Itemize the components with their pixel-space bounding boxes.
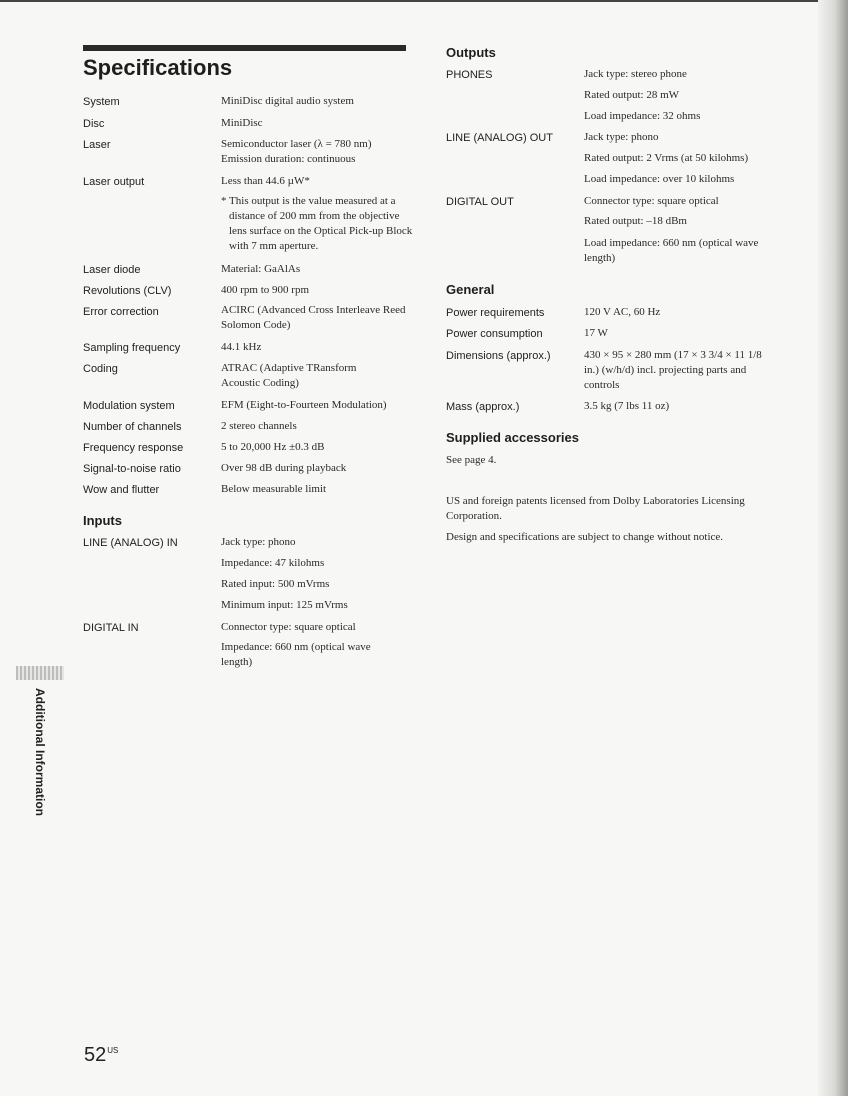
output-value-phones-load: Load impedance: 32 ohms <box>584 110 701 122</box>
spec-value-signal-to-noise: Over 98 dB during playback <box>221 462 347 474</box>
output-value-phones-rated: Rated output: 28 mW <box>584 89 680 101</box>
input-value-rated-input: Rated input: 500 mVrms <box>221 578 330 590</box>
general-label-power-consumption: Power consumption <box>446 328 543 340</box>
page-number-suffix: US <box>107 1046 119 1055</box>
output-label-phones: PHONES <box>446 69 493 81</box>
spec-value-system: MiniDisc digital audio system <box>221 95 354 107</box>
page-binding-edge <box>818 0 848 1096</box>
spec-value-modulation-system: EFM (Eight-to-Fourteen Modulation) <box>221 399 387 411</box>
spec-label-error-correction: Error correction <box>83 306 159 318</box>
spec-value-sampling-frequency: 44.1 kHz <box>221 341 262 353</box>
spec-label-modulation-system: Modulation system <box>83 400 175 412</box>
spec-value-revolutions: 400 rpm to 900 rpm <box>221 284 309 296</box>
spec-value-wow-and-flutter: Below measurable limit <box>221 483 327 495</box>
general-value-power-consumption: 17 W <box>584 327 608 339</box>
title-rule <box>83 45 406 51</box>
spec-label-wow-and-flutter: Wow and flutter <box>83 484 160 496</box>
side-section-label: Additional Information <box>33 688 47 816</box>
page-top-edge <box>0 0 848 2</box>
section-heading-supplied-accessories: Supplied accessories <box>446 430 579 445</box>
patent-note: US and foreign patents licensed from Dolby Laboratories Licensing Corporation. <box>446 495 745 522</box>
spec-label-laser-diode: Laser diode <box>83 264 141 276</box>
input-value-minimum-input: Minimum input: 125 mVrms <box>221 599 348 611</box>
output-label-line-analog-out: LINE (ANALOG) OUT <box>446 132 553 144</box>
spec-label-signal-to-noise: Signal-to-noise ratio <box>83 463 181 475</box>
spec-label-sampling-frequency: Sampling frequency <box>83 342 181 354</box>
output-value-phones-jack: Jack type: stereo phone <box>584 68 687 80</box>
output-value-line-jack: Jack type: phono <box>584 131 659 143</box>
spec-value-disc: MiniDisc <box>221 117 263 129</box>
spec-value-number-of-channels: 2 stereo channels <box>221 420 297 432</box>
general-label-dimensions: Dimensions (approx.) <box>446 350 551 362</box>
section-heading-inputs: Inputs <box>83 513 122 528</box>
spec-value-laser-output: Less than 44.6 µW* <box>221 175 310 187</box>
section-heading-general: General <box>446 282 495 297</box>
output-label-digital-out: DIGITAL OUT <box>446 196 514 208</box>
input-value-optical-impedance: Impedance: 660 nm (optical wave length) <box>221 641 371 668</box>
spec-label-laser-output: Laser output <box>83 176 145 188</box>
accessories-text: See page 4. <box>446 454 497 466</box>
spec-value-coding: ATRAC (Adaptive TRansform Acoustic Coding) <box>221 362 357 389</box>
output-value-line-rated: Rated output: 2 Vrms (at 50 kilohms) <box>584 152 749 164</box>
input-value-connector-type: Connector type: square optical <box>221 621 356 633</box>
spec-label-laser: Laser <box>83 139 111 151</box>
output-value-digital-load: Load impedance: 660 nm (optical wave length) <box>584 237 759 264</box>
spec-value-error-correction: ACIRC (Advanced Cross Interleave Reed Solomon Code) <box>221 304 406 331</box>
spec-label-number-of-channels: Number of channels <box>83 421 182 433</box>
spec-value-frequency-response: 5 to 20,000 Hz ±0.3 dB <box>221 441 325 453</box>
laser-output-footnote: * This output is the value measured at a distance of 200 mm from the objective lens surface on the Optical Pick-up Block with 7 mm aperture. <box>221 195 413 252</box>
spec-value-laser: Semiconductor laser (λ = 780 nm) Emission duration: continuous <box>221 138 372 165</box>
spec-label-coding: Coding <box>83 363 118 375</box>
general-label-mass: Mass (approx.) <box>446 401 520 413</box>
input-label-line-analog-in: LINE (ANALOG) IN <box>83 537 178 549</box>
spec-label-disc: Disc <box>83 118 105 130</box>
input-label-digital-in: DIGITAL IN <box>83 622 139 634</box>
section-heading-outputs: Outputs <box>446 45 496 60</box>
general-value-dimensions: 430 × 95 × 280 mm (17 × 3 3/4 × 11 1/8 in.) (w/h/d) incl. projecting parts and controls <box>584 349 762 391</box>
output-value-line-load: Load impedance: over 10 kilohms <box>584 173 735 185</box>
section-tab-marker <box>16 666 64 680</box>
general-value-mass: 3.5 kg (7 lbs 11 oz) <box>584 400 670 412</box>
spec-label-system: System <box>83 96 120 108</box>
output-value-digital-rated: Rated output: –18 dBm <box>584 215 687 227</box>
page-number <box>84 1044 118 1067</box>
spec-value-laser-diode: Material: GaAlAs <box>221 263 301 275</box>
input-value-jack-type: Jack type: phono <box>221 536 296 548</box>
change-note: Design and specifications are subject to change without notice. <box>446 531 724 543</box>
output-value-digital-connector: Connector type: square optical <box>584 195 719 207</box>
input-value-impedance: Impedance: 47 kilohms <box>221 557 325 569</box>
page-title: Specifications <box>83 55 233 80</box>
general-value-power-requirements: 120 V AC, 60 Hz <box>584 306 661 318</box>
spec-label-frequency-response: Frequency response <box>83 442 184 454</box>
spec-label-revolutions: Revolutions (CLV) <box>83 285 172 297</box>
page-number-value: 52 <box>84 1044 107 1066</box>
general-label-power-requirements: Power requirements <box>446 307 545 319</box>
